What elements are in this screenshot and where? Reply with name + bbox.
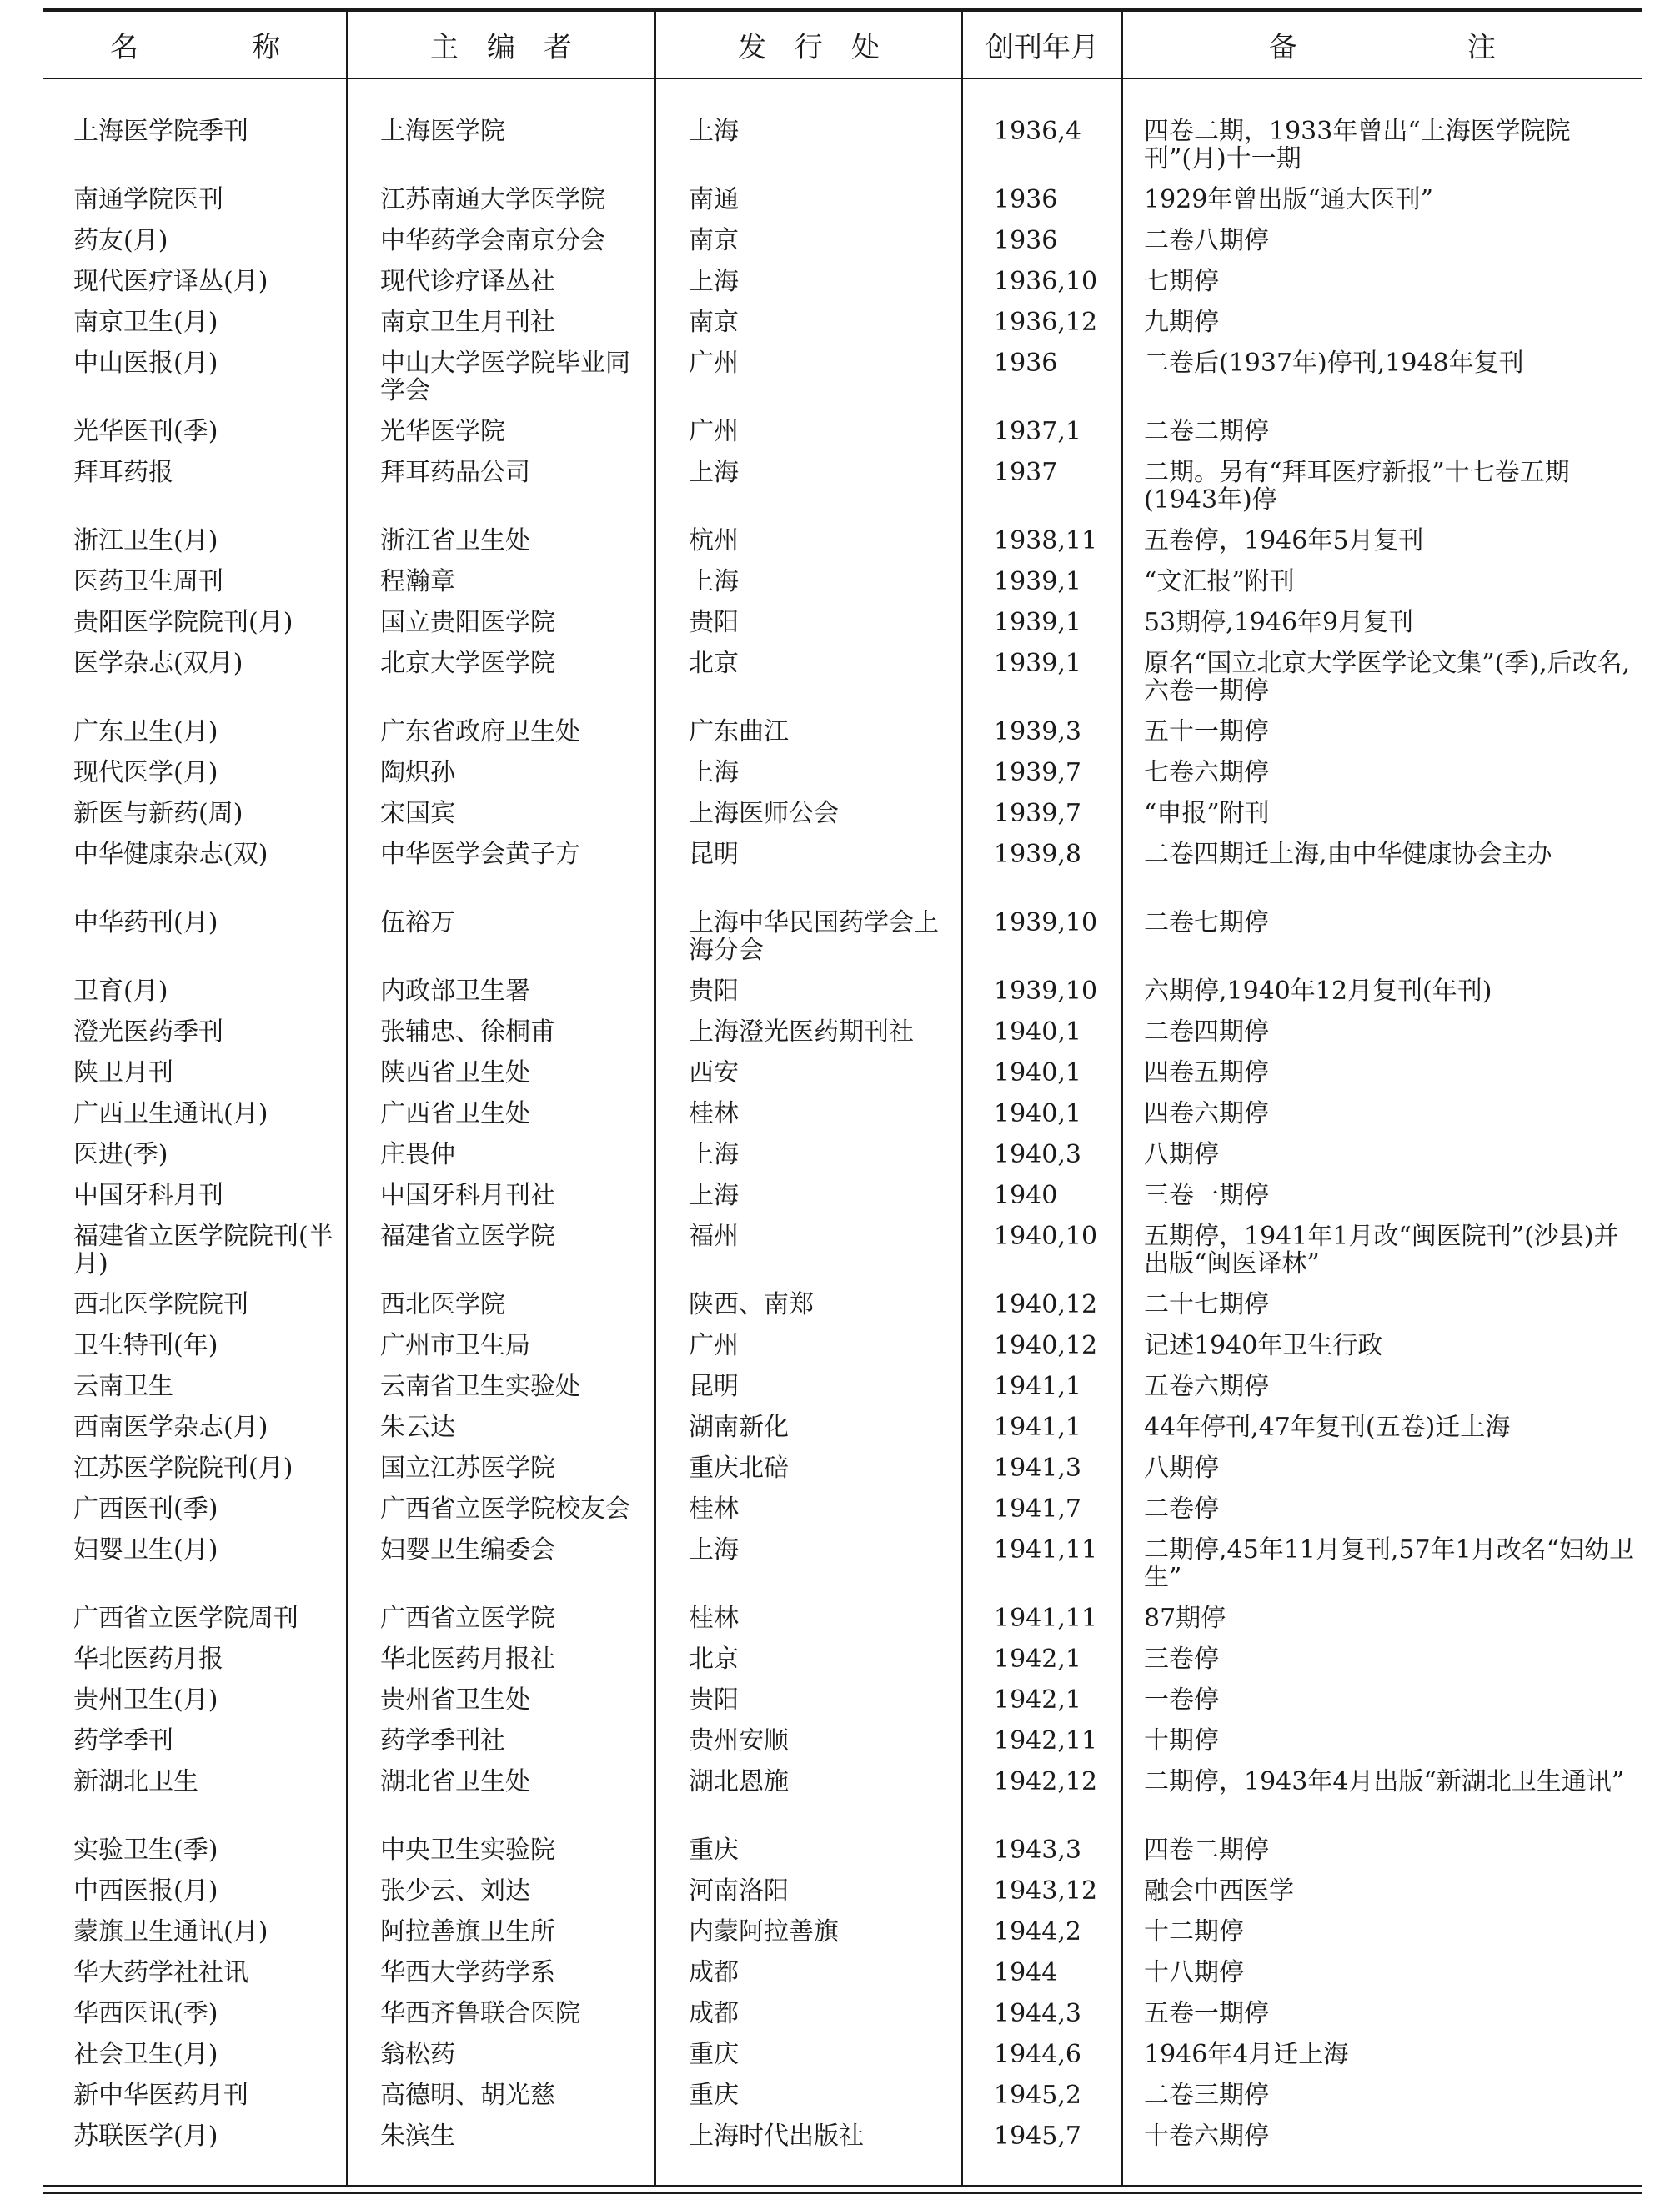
- cell-name: 浙江卫生(月): [73, 526, 218, 555]
- table-bottom-rule: [43, 2185, 1642, 2187]
- cell-founded: 1941,1: [994, 1372, 1081, 1401]
- cell-publisher: 福州: [689, 1222, 739, 1251]
- cell-name: 新湖北卫生: [73, 1767, 198, 1796]
- cell-remarks: 八期停: [1144, 1140, 1219, 1169]
- cell-name: 现代医学(月): [73, 758, 218, 787]
- cell-name: 广西省立医学院周刊: [73, 1604, 298, 1633]
- cell-remarks: 二卷七期停: [1144, 908, 1269, 937]
- table-row: [43, 756, 1642, 796]
- cell-founded: 1940,1: [994, 1099, 1081, 1128]
- cell-publisher: 上海: [689, 758, 739, 787]
- cell-editor: 南京卫生月刊社: [380, 308, 555, 337]
- cell-name: 澄光医药季刊: [73, 1017, 223, 1047]
- cell-publisher: 上海中华民国药学会上海分会: [689, 908, 939, 965]
- cell-publisher: 广州: [689, 1331, 739, 1360]
- cell-founded: 1940,3: [994, 1140, 1081, 1169]
- column-header-publisher: 发 行 处: [738, 31, 880, 64]
- cell-name: 医药卫生周刊: [73, 567, 223, 596]
- cell-founded: 1944,2: [994, 1917, 1081, 1946]
- cell-editor: 北京大学医学院: [380, 649, 555, 678]
- table-row: [43, 974, 1642, 1015]
- table-row: [43, 1219, 1642, 1288]
- cell-editor: 光华医学院: [380, 417, 505, 446]
- cell-editor: 国立贵阳医学院: [380, 608, 555, 637]
- cell-editor: 贵州省卫生处: [380, 1685, 530, 1715]
- cell-editor: 上海医学院: [380, 117, 505, 146]
- cell-founded: 1940,12: [994, 1290, 1098, 1319]
- table-row: [43, 1410, 1642, 1451]
- cell-publisher: 南京: [689, 226, 739, 255]
- cell-name: 苏联医学(月): [73, 2122, 218, 2151]
- table-row: [43, 1288, 1642, 1329]
- cell-remarks: 一卷停: [1144, 1685, 1219, 1715]
- table-row: [43, 1642, 1642, 1683]
- cell-founded: 1939,7: [994, 758, 1081, 787]
- cell-publisher: 上海: [689, 267, 739, 296]
- table-row: [43, 305, 1642, 346]
- cell-publisher: 昆明: [689, 1372, 739, 1401]
- cell-editor: 云南省卫生实验处: [380, 1372, 580, 1401]
- cell-remarks: 二卷四期停: [1144, 1017, 1269, 1047]
- cell-editor: 广东省政府卫生处: [380, 717, 580, 746]
- cell-name: 药学季刊: [73, 1726, 173, 1755]
- cell-name: 上海医学院季刊: [73, 117, 248, 146]
- table-row: [43, 524, 1642, 565]
- cell-remarks: 二十七期停: [1144, 1290, 1269, 1319]
- cell-founded: 1936,12: [994, 308, 1098, 337]
- cell-editor: 翁松药: [380, 2040, 455, 2069]
- cell-editor: 张少云、刘达: [380, 1876, 530, 1906]
- cell-name: 华大药学社社讯: [73, 1958, 248, 1987]
- cell-remarks: 二卷八期停: [1144, 226, 1269, 255]
- cell-name: 华北医药月报: [73, 1645, 223, 1674]
- cell-editor: 华西齐鲁联合医院: [380, 1999, 580, 2028]
- cell-founded: 1944,3: [994, 1999, 1081, 2028]
- cell-founded: 1941,11: [994, 1604, 1098, 1633]
- column-header-name: 名 称: [110, 31, 280, 64]
- cell-editor: 宋国宾: [380, 799, 455, 828]
- cell-publisher: 杭州: [689, 526, 739, 555]
- cell-remarks: 二卷停: [1144, 1494, 1219, 1524]
- cell-remarks: 四卷二期停: [1144, 1836, 1269, 1865]
- cell-founded: 1939,10: [994, 908, 1098, 937]
- cell-name: 新中华医药月刊: [73, 2081, 248, 2110]
- cell-editor: 高德明、胡光慈: [380, 2081, 555, 2110]
- cell-remarks: 七期停: [1144, 267, 1219, 296]
- table-row: [43, 1178, 1642, 1219]
- cell-founded: 1945,2: [994, 2081, 1081, 2110]
- cell-editor: 朱云达: [380, 1413, 455, 1442]
- cell-founded: 1937,1: [994, 417, 1081, 446]
- cell-publisher: 南京: [689, 308, 739, 337]
- cell-editor: 湖北省卫生处: [380, 1767, 530, 1796]
- cell-founded: 1942,1: [994, 1645, 1081, 1674]
- cell-name: 蒙旗卫生通讯(月): [73, 1917, 268, 1946]
- cell-founded: 1939,1: [994, 649, 1081, 678]
- cell-name: 南京卫生(月): [73, 308, 218, 337]
- cell-remarks: 十卷六期停: [1144, 2122, 1269, 2151]
- cell-editor: 阿拉善旗卫生所: [380, 1917, 555, 1946]
- cell-editor: 浙江省卫生处: [380, 526, 530, 555]
- cell-founded: 1936,4: [994, 117, 1081, 146]
- cell-name: 广东卫生(月): [73, 717, 218, 746]
- cell-publisher: 上海医师公会: [689, 799, 839, 828]
- cell-founded: 1940,1: [994, 1017, 1081, 1047]
- cell-remarks: 二期停，1943年4月出版“新湖北卫生通讯”: [1144, 1767, 1625, 1796]
- cell-editor: 陶炽孙: [380, 758, 455, 787]
- cell-founded: 1936: [994, 185, 1058, 214]
- table-row: [43, 1056, 1642, 1097]
- cell-founded: 1936: [994, 349, 1058, 378]
- cell-editor: 朱滨生: [380, 2122, 455, 2151]
- cell-remarks: 十期停: [1144, 1726, 1219, 1755]
- header-row: [43, 12, 1642, 78]
- cell-name: 拜耳药报: [73, 458, 173, 487]
- table-row: [43, 646, 1642, 715]
- cell-founded: 1939,7: [994, 799, 1081, 828]
- cell-name: 卫生特刊(年): [73, 1331, 218, 1360]
- cell-founded: 1939,1: [994, 567, 1081, 596]
- table-row: [43, 796, 1642, 837]
- cell-editor: 妇婴卫生编委会: [380, 1535, 555, 1565]
- cell-name: 光华医刊(季): [73, 417, 218, 446]
- cell-editor: 张辅忠、徐桐甫: [380, 1017, 555, 1047]
- cell-remarks: “文汇报”附刊: [1144, 567, 1295, 596]
- cell-remarks: 九期停: [1144, 308, 1219, 337]
- cell-remarks: 四卷五期停: [1144, 1058, 1269, 1087]
- table-bottom-rule-2: [43, 2192, 1642, 2194]
- cell-name: 福建省立医学院院刊(半月): [73, 1222, 333, 1278]
- cell-remarks: 87期停: [1144, 1604, 1226, 1633]
- cell-name: 贵州卫生(月): [73, 1685, 218, 1715]
- cell-editor: 中央卫生实验院: [380, 1836, 555, 1865]
- cell-founded: 1943,3: [994, 1836, 1081, 1865]
- cell-editor: 拜耳药品公司: [380, 458, 530, 487]
- cell-publisher: 内蒙阿拉善旗: [689, 1917, 839, 1946]
- cell-editor: 国立江苏医学院: [380, 1454, 555, 1483]
- cell-remarks: 四卷二期，1933年曾出“上海医学院院刊”(月)十一期: [1144, 117, 1571, 173]
- cell-publisher: 贵阳: [689, 1685, 739, 1715]
- cell-remarks: 二卷后(1937年)停刊,1948年复刊: [1144, 349, 1524, 378]
- cell-remarks: 八期停: [1144, 1454, 1219, 1483]
- cell-publisher: 成都: [689, 1958, 739, 1987]
- table-row: [43, 183, 1642, 224]
- cell-editor: 中华药学会南京分会: [380, 226, 605, 255]
- cell-remarks: 三卷一期停: [1144, 1181, 1269, 1210]
- cell-publisher: 上海: [689, 1181, 739, 1210]
- cell-founded: 1943,12: [994, 1876, 1098, 1906]
- cell-name: 妇婴卫生(月): [73, 1535, 218, 1565]
- table-row: [43, 264, 1642, 305]
- cell-publisher: 上海: [689, 458, 739, 487]
- table-row: [43, 414, 1642, 455]
- cell-publisher: 陕西、南郑: [689, 1290, 814, 1319]
- cell-name: 南通学院医刊: [73, 185, 223, 214]
- cell-publisher: 重庆北碚: [689, 1454, 789, 1483]
- table-row: [43, 1097, 1642, 1138]
- cell-founded: 1939,3: [994, 717, 1081, 746]
- table-row: [43, 605, 1642, 646]
- cell-founded: 1936,10: [994, 267, 1098, 296]
- cell-editor: 江苏南通大学医学院: [380, 185, 605, 214]
- cell-name: 新医与新药(周): [73, 799, 243, 828]
- table-row: [43, 837, 1642, 906]
- cell-founded: 1936: [994, 226, 1058, 255]
- table-row: [43, 1956, 1642, 1997]
- cell-publisher: 重庆: [689, 2081, 739, 2110]
- table-row: [43, 2078, 1642, 2119]
- cell-editor: 华北医药月报社: [380, 1645, 555, 1674]
- cell-founded: 1940,10: [994, 1222, 1098, 1251]
- table-row: [43, 224, 1642, 264]
- cell-publisher: 湖北恩施: [689, 1767, 789, 1796]
- cell-publisher: 贵阳: [689, 608, 739, 637]
- cell-remarks: 融会中西医学: [1144, 1876, 1294, 1906]
- cell-remarks: 53期停,1946年9月复刊: [1144, 608, 1414, 637]
- cell-publisher: 广州: [689, 417, 739, 446]
- table-row: [43, 1015, 1642, 1056]
- table-row: [43, 715, 1642, 756]
- table-row: [43, 1601, 1642, 1642]
- cell-editor: 广西省立医学院: [380, 1604, 555, 1633]
- cell-name: 社会卫生(月): [73, 2040, 218, 2069]
- cell-editor: 庄畏仲: [380, 1140, 455, 1169]
- cell-remarks: 十二期停: [1144, 1917, 1244, 1946]
- cell-remarks: 记述1940年卫生行政: [1144, 1331, 1383, 1360]
- table-row: [43, 1451, 1642, 1492]
- table-row: [43, 565, 1642, 605]
- table-row: [43, 1138, 1642, 1178]
- table-row: [43, 2119, 1642, 2160]
- cell-name: 卫育(月): [73, 977, 168, 1006]
- table-row: [43, 1369, 1642, 1410]
- cell-editor: 中山大学医学院毕业同学会: [380, 349, 630, 405]
- cell-remarks: 二期停,45年11月复刊,57年1月改名“妇幼卫生”: [1144, 1535, 1635, 1592]
- cell-name: 云南卫生: [73, 1372, 173, 1401]
- cell-remarks: 原名“国立北京大学医学论文集”(季),后改名,六卷一期停: [1144, 649, 1631, 706]
- cell-remarks: 五卷六期停: [1144, 1372, 1269, 1401]
- cell-name: 陕卫月刊: [73, 1058, 173, 1087]
- cell-founded: 1945,7: [994, 2122, 1081, 2151]
- cell-editor: 广西省立医学院校友会: [380, 1494, 630, 1524]
- cell-publisher: 重庆: [689, 2040, 739, 2069]
- table-row: [43, 1724, 1642, 1765]
- cell-publisher: 广东曲江: [689, 717, 789, 746]
- periodicals-table: [43, 12, 1642, 2160]
- cell-founded: 1937: [994, 458, 1058, 487]
- cell-publisher: 西安: [689, 1058, 739, 1087]
- cell-editor: 中国牙科月刊社: [380, 1181, 555, 1210]
- cell-remarks: 五十一期停: [1144, 717, 1269, 746]
- cell-editor: 华西大学药学系: [380, 1958, 555, 1987]
- cell-publisher: 北京: [689, 649, 739, 678]
- cell-name: 西南医学杂志(月): [73, 1413, 268, 1442]
- cell-name: 实验卫生(季): [73, 1836, 218, 1865]
- cell-remarks: 五期停，1941年1月改“闽医院刊”(沙县)并出版“闽医译林”: [1144, 1222, 1619, 1278]
- cell-name: 中华药刊(月): [73, 908, 218, 937]
- cell-publisher: 上海时代出版社: [689, 2122, 864, 2151]
- cell-remarks: 二卷四期迁上海,由中华健康协会主办: [1144, 840, 1552, 869]
- cell-publisher: 上海: [689, 1535, 739, 1565]
- cell-founded: 1941,1: [994, 1413, 1081, 1442]
- cell-publisher: 桂林: [689, 1604, 739, 1633]
- cell-founded: 1939,10: [994, 977, 1098, 1006]
- cell-name: 西北医学院院刊: [73, 1290, 248, 1319]
- cell-name: 中国牙科月刊: [73, 1181, 223, 1210]
- cell-remarks: 四卷六期停: [1144, 1099, 1269, 1128]
- cell-name: 江苏医学院院刊(月): [73, 1454, 293, 1483]
- cell-founded: 1942,12: [994, 1767, 1098, 1796]
- table-row: [43, 1765, 1642, 1833]
- cell-publisher: 重庆: [689, 1836, 739, 1865]
- cell-editor: 药学季刊社: [380, 1726, 505, 1755]
- cell-publisher: 河南洛阳: [689, 1876, 789, 1906]
- cell-remarks: 44年停刊,47年复刊(五卷)迁上海: [1144, 1413, 1511, 1442]
- cell-publisher: 成都: [689, 1999, 739, 2028]
- cell-name: 药友(月): [73, 226, 168, 255]
- cell-founded: 1940: [994, 1181, 1058, 1210]
- table-row: [43, 2037, 1642, 2078]
- cell-publisher: 贵阳: [689, 977, 739, 1006]
- cell-founded: 1939,8: [994, 840, 1081, 869]
- cell-publisher: 上海: [689, 567, 739, 596]
- cell-founded: 1941,3: [994, 1454, 1081, 1483]
- cell-publisher: 南通: [689, 185, 739, 214]
- table-row: [43, 1329, 1642, 1369]
- cell-editor: 广州市卫生局: [380, 1331, 530, 1360]
- table-row: [43, 1533, 1642, 1601]
- cell-remarks: 五卷一期停: [1144, 1999, 1269, 2028]
- cell-remarks: 二卷二期停: [1144, 417, 1269, 446]
- cell-name: 医学杂志(双月): [73, 649, 243, 678]
- table-body: [43, 78, 1642, 2160]
- column-header-founded: 创刊年月: [985, 31, 1099, 64]
- cell-publisher: 湖南新化: [689, 1413, 789, 1442]
- cell-remarks: “申报”附刊: [1144, 799, 1270, 828]
- cell-founded: 1944: [994, 1958, 1058, 1987]
- table-row: [43, 1683, 1642, 1724]
- cell-remarks: 六期停,1940年12月复刊(年刊): [1144, 977, 1492, 1006]
- cell-founded: 1941,11: [994, 1535, 1098, 1565]
- cell-name: 中西医报(月): [73, 1876, 218, 1906]
- table-row: [43, 906, 1642, 974]
- cell-name: 中山医报(月): [73, 349, 218, 378]
- cell-name: 华西医讯(季): [73, 1999, 218, 2028]
- table-row: [43, 1874, 1642, 1915]
- table-row: [43, 78, 1642, 183]
- table-row: [43, 1997, 1642, 2037]
- cell-editor: 陕西省卫生处: [380, 1058, 530, 1087]
- cell-publisher: 广州: [689, 349, 739, 378]
- cell-founded: 1944,6: [994, 2040, 1081, 2069]
- cell-editor: 伍裕万: [380, 908, 455, 937]
- cell-founded: 1941,7: [994, 1494, 1081, 1524]
- cell-remarks: 七卷六期停: [1144, 758, 1269, 787]
- cell-publisher: 上海澄光医药期刊社: [689, 1017, 914, 1047]
- cell-founded: 1938,11: [994, 526, 1098, 555]
- cell-founded: 1940,1: [994, 1058, 1081, 1087]
- table-row: [43, 455, 1642, 524]
- table-row: [43, 1915, 1642, 1956]
- cell-name: 医进(季): [73, 1140, 168, 1169]
- cell-remarks: 三卷停: [1144, 1645, 1219, 1674]
- cell-editor: 程瀚章: [380, 567, 455, 596]
- cell-name: 中华健康杂志(双): [73, 840, 268, 869]
- cell-publisher: 桂林: [689, 1099, 739, 1128]
- cell-founded: 1942,1: [994, 1685, 1081, 1715]
- cell-remarks: 五卷停，1946年5月复刊: [1144, 526, 1424, 555]
- table-row: [43, 1833, 1642, 1874]
- cell-editor: 现代诊疗译丛社: [380, 267, 555, 296]
- cell-editor: 中华医学会黄子方: [380, 840, 580, 869]
- cell-founded: 1942,11: [994, 1726, 1098, 1755]
- cell-editor: 福建省立医学院: [380, 1222, 555, 1251]
- cell-publisher: 昆明: [689, 840, 739, 869]
- cell-editor: 广西省卫生处: [380, 1099, 530, 1128]
- cell-founded: 1939,1: [994, 608, 1081, 637]
- cell-founded: 1940,12: [994, 1331, 1098, 1360]
- column-header-editor: 主 编 者: [430, 31, 572, 64]
- cell-publisher: 北京: [689, 1645, 739, 1674]
- cell-remarks: 1929年曾出版“通大医刊”: [1144, 185, 1434, 214]
- table-row: [43, 346, 1642, 414]
- cell-name: 广西卫生通讯(月): [73, 1099, 268, 1128]
- cell-publisher: 上海: [689, 117, 739, 146]
- cell-remarks: 二期。另有“拜耳医疗新报”十七卷五期(1943年)停: [1144, 458, 1570, 515]
- cell-remarks: 二卷三期停: [1144, 2081, 1269, 2110]
- cell-remarks: 十八期停: [1144, 1958, 1244, 1987]
- cell-name: 现代医疗译丛(月): [73, 267, 268, 296]
- cell-name: 贵阳医学院院刊(月): [73, 608, 293, 637]
- cell-publisher: 贵州安顺: [689, 1726, 789, 1755]
- cell-name: 广西医刊(季): [73, 1494, 218, 1524]
- column-header-remarks: 备 注: [1269, 31, 1496, 64]
- table-row: [43, 1492, 1642, 1533]
- cell-remarks: 1946年4月迁上海: [1144, 2040, 1349, 2069]
- cell-publisher: 桂林: [689, 1494, 739, 1524]
- cell-editor: 西北医学院: [380, 1290, 505, 1319]
- cell-editor: 内政部卫生署: [380, 977, 530, 1006]
- cell-publisher: 上海: [689, 1140, 739, 1169]
